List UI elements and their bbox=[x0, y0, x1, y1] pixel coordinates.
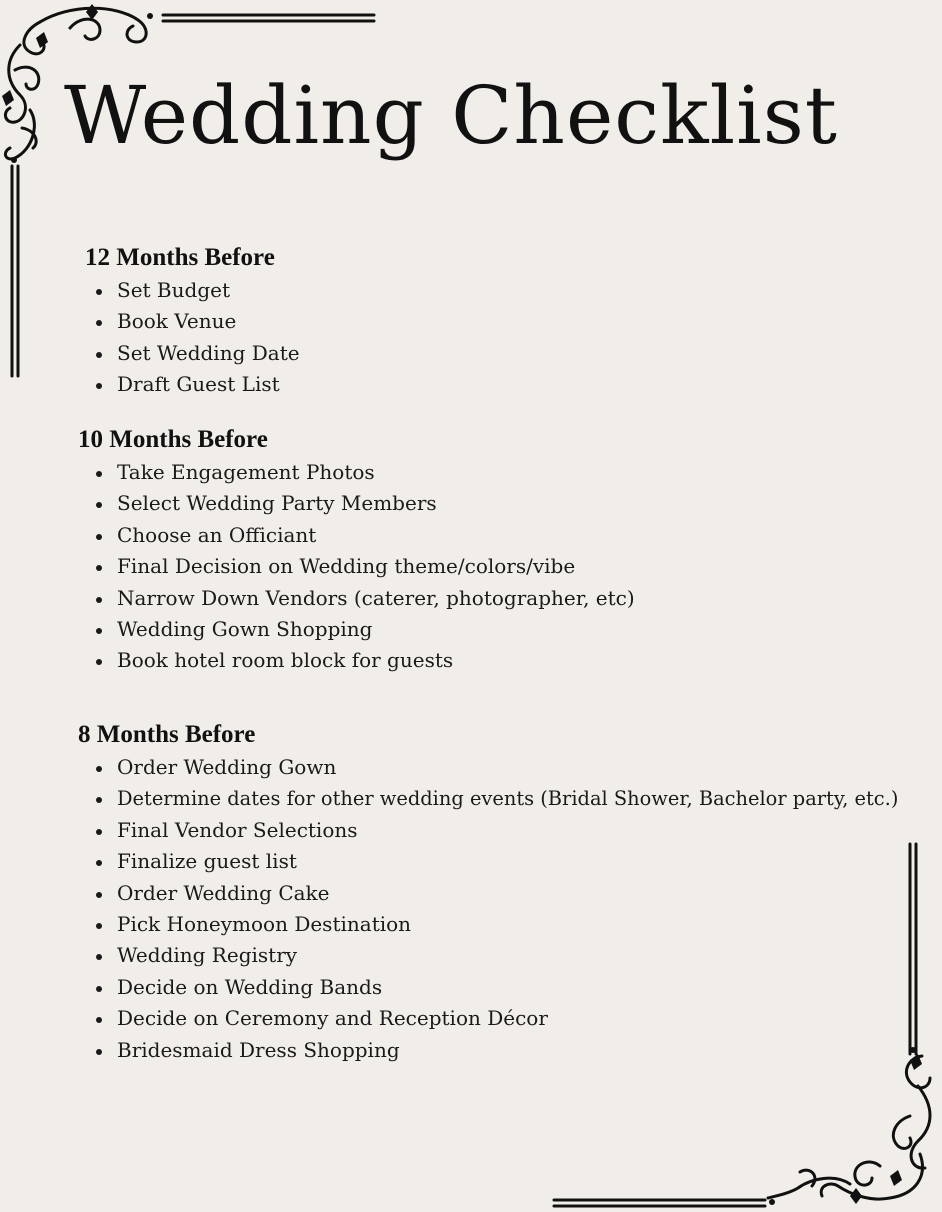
page-title: Wedding Checklist bbox=[64, 69, 838, 162]
section-heading: 8 Months Before bbox=[78, 721, 256, 748]
list-item: Order Wedding Gown bbox=[78, 752, 898, 783]
checklist bbox=[85, 275, 300, 401]
list-item: Book Venue bbox=[85, 306, 300, 337]
list-item: Decide on Wedding Bands bbox=[78, 972, 898, 1003]
list-item: Final Vendor Selections bbox=[78, 815, 898, 846]
section-8-months bbox=[78, 720, 898, 1066]
list-item: Book hotel room block for guests bbox=[78, 645, 635, 676]
list-item: Select Wedding Party Members bbox=[78, 488, 635, 519]
section-heading: 12 Months Before bbox=[85, 244, 275, 271]
list-item: Order Wedding Cake bbox=[78, 878, 898, 909]
checklist bbox=[78, 752, 898, 1066]
list-item: Narrow Down Vendors (caterer, photographer, etc) bbox=[78, 583, 635, 614]
section-10-months bbox=[78, 425, 635, 677]
list-item: Decide on Ceremony and Reception Décor bbox=[78, 1003, 898, 1034]
list-item: Pick Honeymoon Destination bbox=[78, 909, 898, 940]
list-item: Final Decision on Wedding theme/colors/vibe bbox=[78, 551, 635, 582]
list-item: Draft Guest List bbox=[85, 369, 300, 400]
list-item: Determine dates for other wedding events (Bridal Shower, Bachelor party, etc.) bbox=[78, 783, 898, 814]
section-heading: 10 Months Before bbox=[78, 426, 268, 453]
list-item: Wedding Registry bbox=[78, 940, 898, 971]
list-item: Finalize guest list bbox=[78, 846, 898, 877]
list-item: Set Wedding Date bbox=[85, 338, 300, 369]
list-item: Set Budget bbox=[85, 275, 300, 306]
list-item: Take Engagement Photos bbox=[78, 457, 635, 488]
section-12-months bbox=[85, 243, 300, 401]
list-item: Choose an Officiant bbox=[78, 520, 635, 551]
checklist bbox=[78, 457, 635, 677]
list-item: Wedding Gown Shopping bbox=[78, 614, 635, 645]
list-item: Bridesmaid Dress Shopping bbox=[78, 1035, 898, 1066]
